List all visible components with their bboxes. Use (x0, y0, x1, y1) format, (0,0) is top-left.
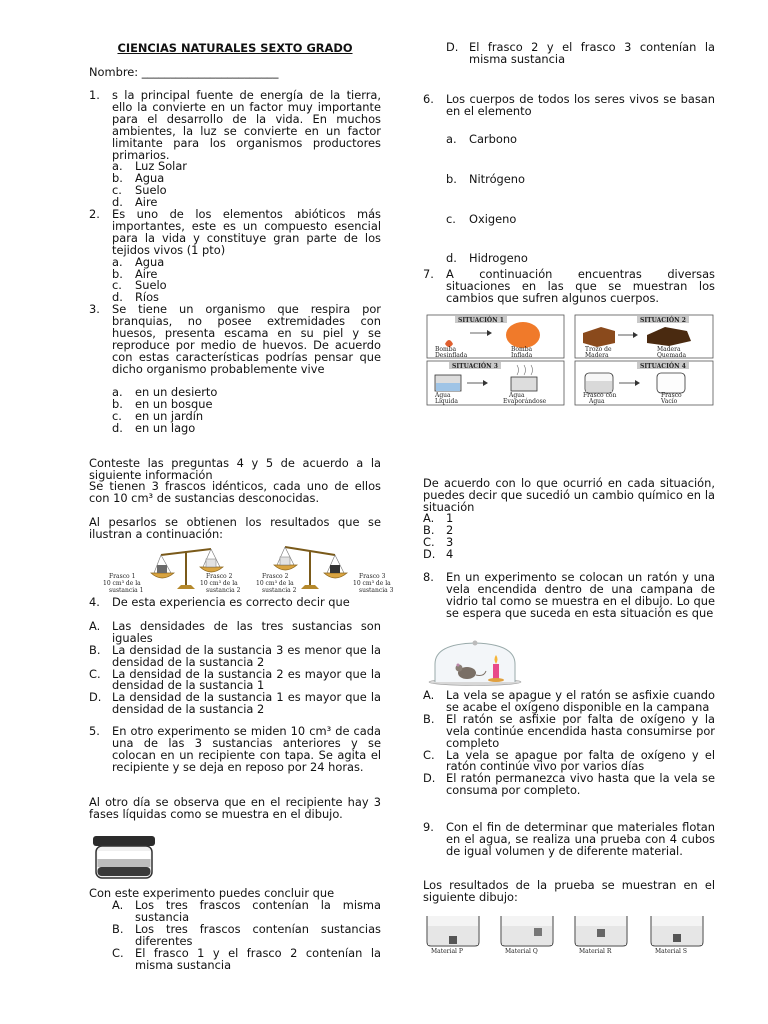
page-title: CIENCIAS NATURALES SEXTO GRADO (117, 41, 353, 55)
svg-text:Líquida: Líquida (435, 398, 458, 405)
q8-options (423, 690, 715, 797)
question-number: 6. (423, 92, 434, 106)
question-text: Se tiene un organismo que respira por branquias, no posee extremidades con huesos, presenta escama en su piel y se reproduce por medio de huevos. De acuerdo con estas características podrías pensar que dicho organismo probablemente vive (112, 302, 381, 376)
svg-text:Frasco 3: Frasco 3 (359, 573, 386, 580)
option: B. La densidad de la sustancia 3 es menor que la densidad de la sustancia 2 (89, 642, 381, 669)
paragraph: Con este experimento puedes concluir que (89, 886, 335, 900)
svg-text:10 cm³ de la: 10 cm³ de la (103, 580, 141, 587)
svg-text:Frasco 2: Frasco 2 (262, 573, 289, 580)
option: c. Suelo (112, 183, 167, 198)
question-number: 2. (89, 207, 100, 221)
svg-text:Material S: Material S (655, 948, 687, 954)
svg-text:Vacío: Vacío (661, 398, 678, 405)
question-2 (89, 209, 381, 304)
question-number: 8. (423, 570, 434, 584)
option: b. Nitrógeno (446, 171, 525, 186)
svg-text:Frasco: Frasco (661, 392, 682, 399)
svg-text:Quemada: Quemada (657, 352, 687, 359)
balance-scales-figure (99, 541, 399, 595)
option: a. Carbono (446, 132, 518, 146)
svg-text:SITUACIÓN 2: SITUACIÓN 2 (640, 317, 686, 324)
svg-text:Madera: Madera (657, 346, 681, 353)
svg-text:Frasco 1: Frasco 1 (109, 573, 136, 580)
svg-text:Inflada: Inflada (511, 352, 533, 359)
question-text: Con el fin de determinar que materiales flotan en el agua, se realiza una prueba con 4 cubos de igual volumen y de diferente material. (446, 820, 715, 858)
question-number: 5. (89, 724, 100, 738)
q5-options (89, 900, 381, 971)
question-7 (423, 269, 715, 305)
svg-text:10 cm³ de la: 10 cm³ de la (200, 580, 238, 587)
question-number: 9. (423, 820, 434, 834)
option: a. Agua (112, 254, 165, 269)
svg-text:Bomba: Bomba (511, 346, 533, 353)
option: D. El frasco 2 y el frasco 3 contenían la misma sustancia (446, 40, 715, 66)
option: c. en un jardín (112, 409, 204, 424)
svg-text:sustancia 2: sustancia 2 (262, 587, 297, 594)
question-text: En un experimento se colocan un ratón y una vela encendida dentro de una campana de vidrio tal como se muestra en el dibujo. Lo que se espera que suceda en esta situación es que (446, 570, 715, 620)
option: C. El frasco 1 y el frasco 2 contenían la misma sustancia (112, 945, 381, 972)
svg-text:Frasco 2: Frasco 2 (206, 573, 233, 580)
svg-text:sustancia 2: sustancia 2 (206, 587, 241, 594)
materials-beakers-figure (423, 912, 715, 954)
paragraph: De acuerdo con lo que ocurrió en cada situación, puedes decir que sucedió un cambio químico en la situación (423, 476, 715, 514)
svg-text:10 cm³ de la: 10 cm³ de la (256, 580, 294, 587)
svg-text:SITUACIÓN 3: SITUACIÓN 3 (452, 363, 498, 370)
option: b. Aire (112, 266, 158, 281)
svg-text:Bomba: Bomba (435, 346, 457, 353)
question-number: 3. (89, 302, 100, 316)
bell-jar-figure (427, 640, 523, 686)
svg-text:Agua: Agua (435, 392, 451, 399)
question-text: Es uno de los elementos abióticos más importantes, este es un compuesto esencial para la vida y constituye gran parte de los tejidos vivos (1 pto) (112, 207, 381, 257)
option: C. La densidad de la sustancia 2 es mayor que la densidad de la sustancia 1 (89, 666, 381, 693)
question-number: 1. (89, 88, 100, 102)
option: B. Los tres frascos contenían sustancias diferentes (112, 921, 381, 948)
svg-text:Agua: Agua (509, 392, 525, 399)
paragraph: Los resultados de la prueba se muestran en el siguiente dibujo: (423, 878, 715, 904)
question-text: Los cuerpos de todos los seres vivos se basan en el elemento (446, 92, 715, 118)
jar-three-phases-figure (89, 834, 159, 880)
boiling-pot-icon (511, 377, 537, 391)
option: d. Ríos (112, 290, 159, 305)
question-number: 7. (423, 267, 434, 281)
option: D. La densidad de la sustancia 1 es mayor que la densidad de la sustancia 2 (89, 690, 381, 717)
right-column (423, 0, 715, 954)
option: A. Las densidades de las tres sustancias son iguales (89, 618, 381, 645)
svg-text:Material Q: Material Q (505, 948, 538, 954)
question-text: A continuación encuentras diversas situaciones en las que se muestran los cambios que sufren algunos cuerpos. (446, 267, 715, 305)
question-text: s la principal fuente de energía de la tierra, ello la convierte en un factor muy importante para el desarrollo de la vida. En muchos ambientes, la luz se convierte en un factor limitante para los organismos productores primarios. (112, 88, 381, 162)
empty-jar-icon (657, 373, 685, 393)
option: d. en un lago (112, 421, 196, 436)
svg-text:Trozo de: Trozo de (585, 346, 612, 353)
situations-figure (425, 313, 715, 407)
svg-text:Material R: Material R (579, 948, 612, 954)
question-5 (89, 726, 381, 774)
beaker-icon (427, 916, 479, 954)
question-4 (89, 597, 381, 716)
beaker-icon (575, 916, 627, 954)
option: a. en un desierto (112, 385, 218, 400)
option: B. El ratón se asfixie por falta de oxígeno y la vela continúe encendida hasta consumirse por completo (423, 711, 715, 750)
intro-paragraph: Conteste las preguntas 4 y 5 de acuerdo a la siguiente información (89, 456, 381, 482)
svg-text:Madera: Madera (585, 352, 609, 359)
option: a. Luz Solar (112, 159, 187, 174)
option: c. Oxigeno (446, 211, 517, 226)
option: b. Agua (112, 171, 165, 186)
nombre-field: Nombre: ________________________ (89, 65, 279, 79)
question-text: De esta experiencia es correcto decir que (112, 595, 350, 609)
question-number: 4. (89, 595, 100, 609)
option: A. La vela se apague y el ratón se asfixie cuando se acabe el oxígeno disponible en la campana (423, 688, 715, 714)
option: A. Los tres frascos contenían la misma sustancia (112, 898, 381, 924)
svg-text:10 cm³ de la: 10 cm³ de la (353, 580, 391, 587)
option: c. Suelo (112, 278, 167, 293)
svg-text:sustancia 3: sustancia 3 (359, 587, 394, 594)
question-1 (89, 90, 381, 209)
beaker-icon (651, 916, 703, 954)
question-9 (423, 822, 715, 858)
svg-text:Desinflada: Desinflada (435, 352, 468, 359)
question-6 (423, 94, 715, 118)
option: C. La vela se apague por falta de oxígeno y el ratón continúe vivo por varios días (423, 747, 715, 774)
option: d. Aire (112, 195, 158, 210)
option: C. 3 (423, 534, 454, 549)
option: d. Hidrogeno (446, 250, 528, 265)
svg-text:SITUACIÓN 4: SITUACIÓN 4 (640, 363, 686, 370)
intro-paragraph: Al pesarlos se obtienen los resultados que se ilustran a continuación: (89, 515, 381, 541)
svg-text:Evaporándose: Evaporándose (503, 398, 547, 405)
question-text: En otro experimento se miden 10 cm³ de cada una de las 3 sustancias anteriores y se colocan en un recipiente con tapa. Se agita el recipiente y se deja en reposo por 24 horas. (112, 724, 381, 774)
q7-options (423, 513, 715, 561)
intro-paragraph: Se tienen 3 frascos idénticos, cada uno de ellos con 10 cm³ de sustancias desconocidas. (89, 479, 381, 505)
svg-text:Frasco con: Frasco con (583, 392, 617, 399)
question-8 (423, 572, 715, 620)
option: D. 4 (423, 546, 454, 561)
svg-text:Agua: Agua (589, 398, 605, 405)
option: A. 1 (423, 511, 454, 525)
paragraph: Al otro día se observa que en el recipiente hay 3 fases líquidas como se muestra en el dibujo. (89, 795, 381, 821)
svg-text:sustancia 1: sustancia 1 (109, 587, 144, 594)
svg-text:Material P: Material P (431, 948, 463, 954)
option: b. en un bosque (112, 397, 213, 412)
question-3 (89, 304, 381, 435)
inflated-balloon-icon (506, 322, 540, 348)
option: D. El ratón permanezca vivo hasta que la vela se consuma por completo. (423, 771, 715, 798)
q5-option-continued (423, 42, 715, 66)
option: B. 2 (423, 522, 454, 537)
svg-text:SITUACIÓN 1: SITUACIÓN 1 (458, 317, 504, 324)
beaker-icon (501, 916, 553, 954)
